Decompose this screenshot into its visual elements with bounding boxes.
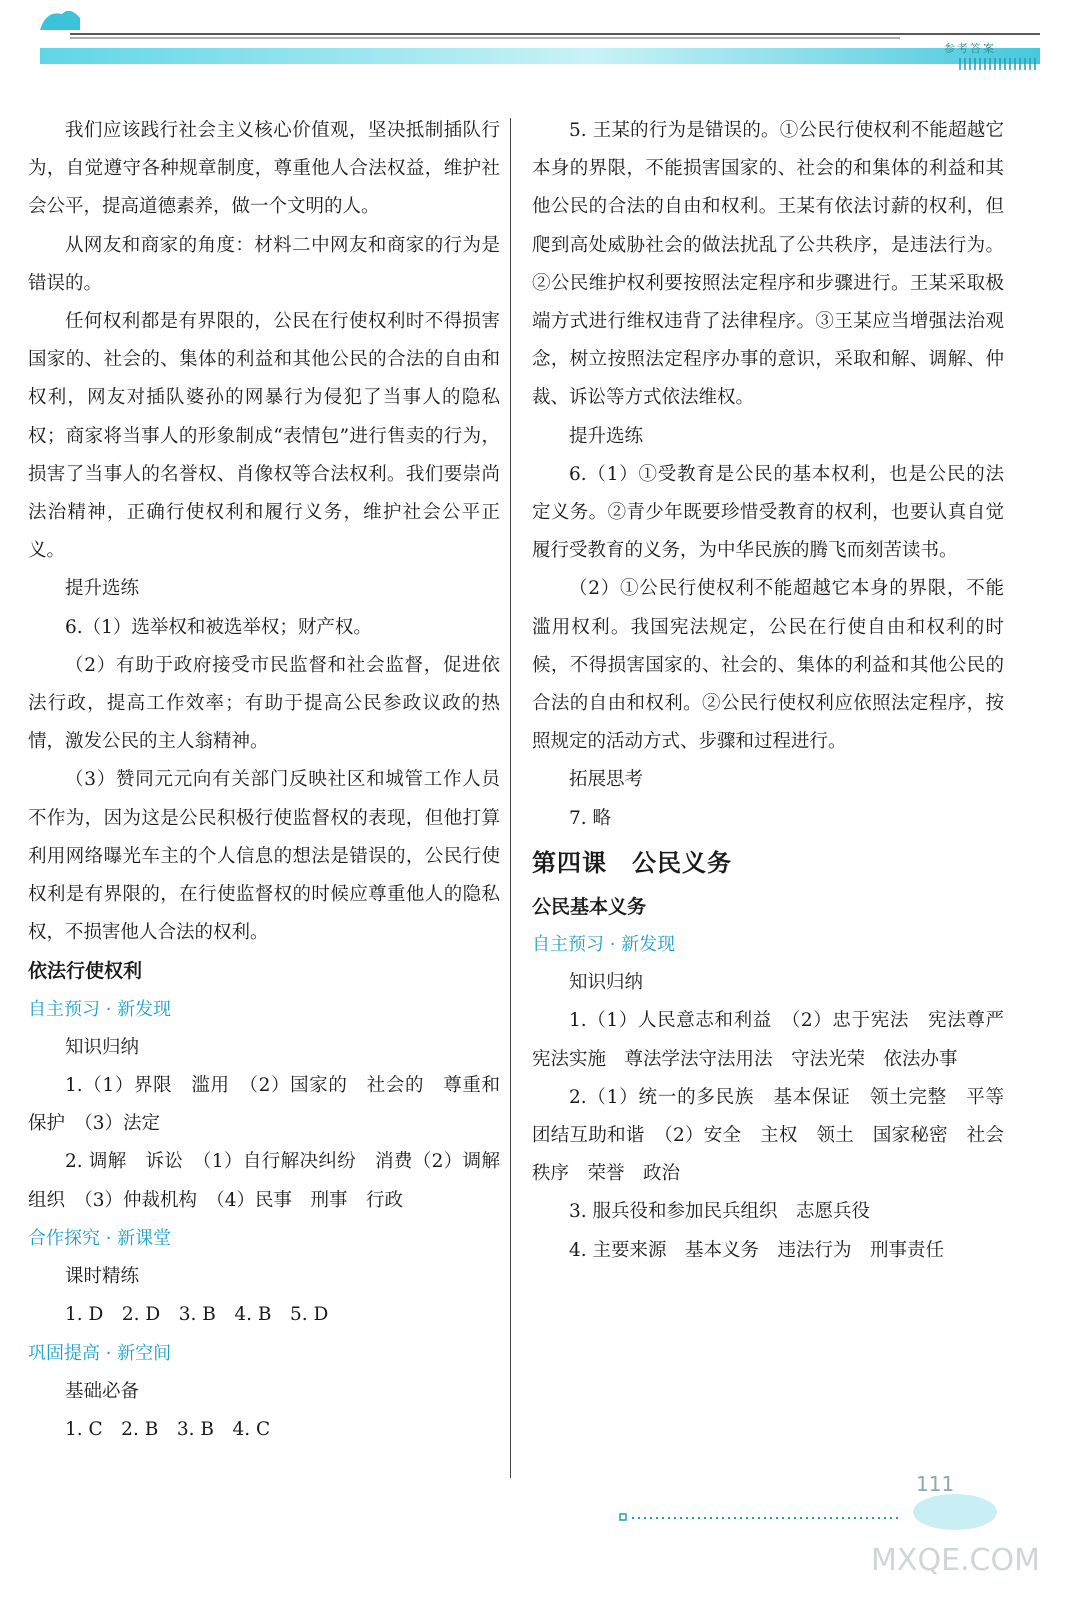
knowledge-3: 3. 服兵役和参加民兵组织 志愿兵役 (569, 1201, 871, 1223)
subheading-tisheng: 提升选练 (65, 578, 140, 600)
footer-decoration (0, 1490, 1076, 1600)
section-head-zizhu: 自主预习 · 新发现 (28, 998, 172, 1020)
answer-6-1: 6.（1）选举权和被选举权；财产权。 (65, 616, 372, 638)
lesson-title: 第四课 公民义务 (532, 847, 732, 877)
subheading-tuozhan: 拓展思考 (569, 769, 644, 791)
subheading-zhishi: 知识归纳 (569, 972, 644, 994)
knowledge-1: 1.（1）人民意志和利益 （2）忠于宪法 宪法尊严 宪法实施 尊法学法守法用法 守法光荣 依法办事 (532, 1010, 1023, 1070)
page-number: 111 (916, 1472, 955, 1496)
subheading-tisheng: 提升选练 (569, 425, 644, 447)
watermark-logo: MXQE.COM (871, 1543, 1040, 1578)
answer-7: 7. 略 (569, 807, 612, 829)
paragraph: 我们应该践行社会主义核心价值观，坚决抵制插队行为，自觉遵守各种规章制度，尊重他人合法权益，维护社会公平，提高道德素养，做一个文明的人。 (28, 120, 500, 218)
column-divider (510, 118, 511, 1478)
header-band (0, 0, 1076, 80)
answers-keshi: 1. D 2. D 3. B 4. B 5. D (65, 1304, 329, 1326)
answer-6-2: （2）①公民行使权利不能超越它本身的界限，不能滥用权利。我国宪法规定，公民在行使自由和权利的时候，不得损害国家的、社会的、集体的利益和其他公民的合法的自由和权利。②公民行使权利应依照法定程序，按照规定的活动方式、步骤和过程进行。 (532, 578, 1004, 753)
answer-6-3: （3）赞同元元向有关部门反映社区和城管工作人员不作为，因为这是公民积极行使监督权的表现，但他打算利用网络曝光车主的个人信息的想法是错误的，公民行使权利是有界限的，在行使监督权的时候应尊重他人的隐私权，不损害他人合法的权利。 (28, 769, 500, 944)
header-label: 参考答案 (944, 42, 996, 55)
answer-5: 5. 王某的行为是错误的。①公民行使权利不能超越它本身的界限，不能损害国家的、社会的和集体的利益和其他公民的合法的自由和权利。王某有依法讨薪的权利，但爬到高处威胁社会的做法扰乱了公共秩序，是违法行为。②公民维护权利要按照法定程序和步骤进行。王某采取极端方式进行维权违背了法律程序。③王某应当增强法治观念，树立按照法定程序办事的意识，采取和解、调解、仲裁、诉讼等方式依法维权。 (532, 120, 1004, 409)
right-column (532, 112, 1023, 1270)
section-head-zizhu: 自主预习 · 新发现 (532, 934, 676, 956)
answer-6-1: 6.（1）①受教育是公民的基本权利，也是公民的法定义务。②青少年既要珍惜受教育的权利，也要认真自觉履行受教育的义务，为中华民族的腾飞而刻苦读书。 (532, 463, 1004, 562)
knowledge-1: 1.（1）界限 滥用 （2）国家的 社会的 尊重和保护 （3）法定 (28, 1075, 500, 1135)
answers-jichu: 1. C 2. B 3. B 4. C (65, 1418, 271, 1440)
paragraph: 任何权利都是有界限的，公民在行使权利时不得损害国家的、社会的、集体的利益和其他公民的合法的自由和权利，网友对插队婆孙的网暴行为侵犯了当事人的隐私权；商家将当事人的形象制成“表情包”进行售卖的行为，损害了当事人的名誉权、肖像权等合法权利。我们要崇尚法治精神，正确行使权利和履行义务，维护社会公平正义。 (28, 311, 500, 562)
section-title-yifa: 依法行使权利 (28, 960, 143, 983)
cloud-logo-icon (40, 11, 80, 30)
left-column (28, 112, 500, 1449)
knowledge-2: 2. 调解 诉讼 （1）自行解决纠纷 消费（2）调解组织 （3）仲裁机构 （4）民事 刑事 行政 (28, 1151, 500, 1211)
knowledge-2: 2.（1）统一的多民族 基本保证 领土完整 平等团结互助和谐 （2）安全 主权 领土 国家秘密 社会秩序 荣誉 政治 (532, 1086, 1004, 1185)
paragraph: 从网友和商家的角度：材料二中网友和商家的行为是错误的。 (28, 234, 500, 294)
knowledge-4: 4. 主要来源 基本义务 违法行为 刑事责任 (569, 1239, 945, 1261)
section-head-hezuo: 合作探究 · 新课堂 (28, 1227, 172, 1249)
answer-6-2: （2）有助于政府接受市民监督和社会监督，促进依法行政，提高工作效率；有助于提高公民参政议政的热情，激发公民的主人翁精神。 (28, 654, 500, 753)
section-title-jiben: 公民基本义务 (532, 895, 647, 918)
subheading-zhishi: 知识归纳 (65, 1036, 140, 1058)
section-head-gonggu: 巩固提高 · 新空间 (28, 1342, 172, 1364)
subheading-keshi: 课时精练 (65, 1266, 140, 1288)
subheading-jichu: 基础必备 (65, 1380, 140, 1402)
